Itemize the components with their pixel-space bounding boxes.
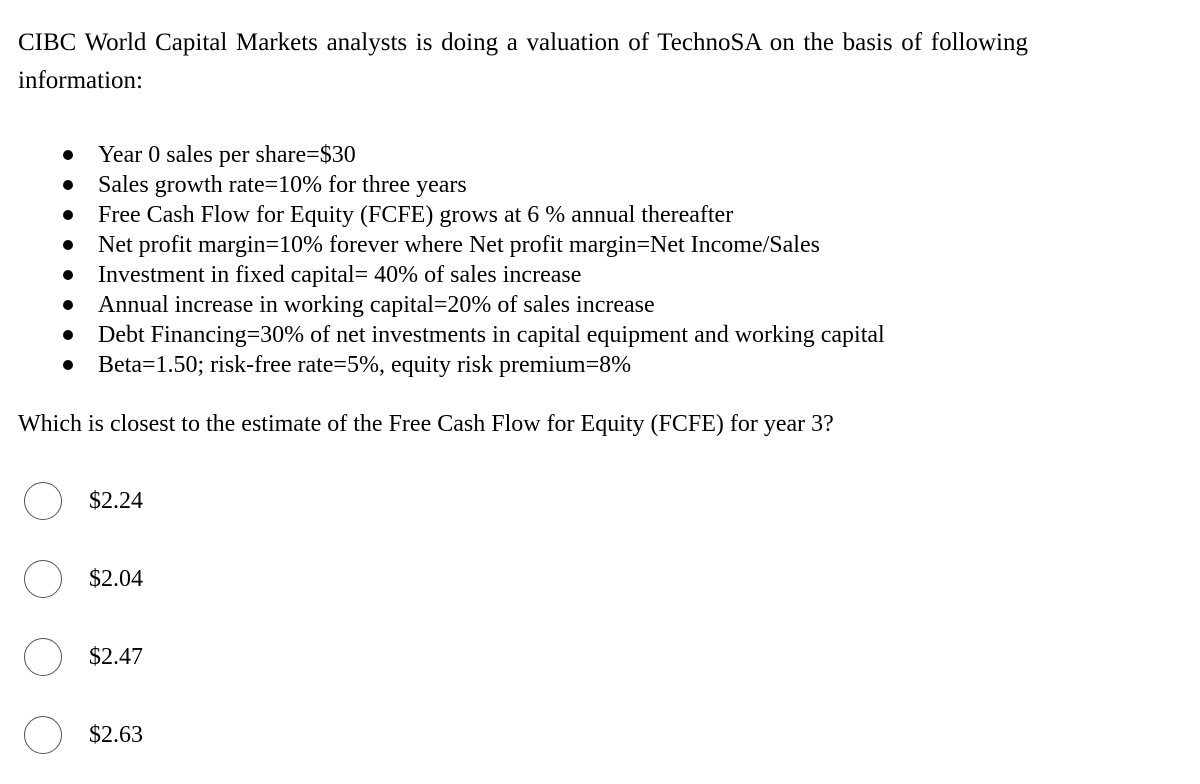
bullet-icon (63, 270, 73, 280)
intro-text: CIBC World Capital Markets analysts is doing a valuation of TechnoSA on the basis of following information: (18, 29, 1028, 94)
fact-text: Investment in fixed capital= 40% of sales increase (98, 262, 582, 288)
fact-text: Free Cash Flow for Equity (FCFE) grows at 6 % annual thereafter (98, 202, 734, 228)
list-item (60, 170, 885, 200)
answer-option-c[interactable] (24, 634, 143, 680)
bullet-icon (63, 240, 73, 250)
option-label: $2.47 (89, 644, 143, 670)
radio-button-icon[interactable] (24, 638, 62, 676)
facts-list (60, 140, 885, 380)
option-label: $2.24 (89, 488, 143, 514)
option-label: $2.63 (89, 722, 143, 748)
bullet-icon (63, 150, 73, 160)
radio-button-icon[interactable] (24, 716, 62, 754)
list-item (60, 320, 885, 350)
fact-text: Sales growth rate=10% for three years (98, 172, 467, 198)
fact-text: Debt Financing=30% of net investments in capital equipment and working capital (98, 322, 885, 348)
bullet-icon (63, 330, 73, 340)
question-text: Which is closest to the estimate of the Free Cash Flow for Equity (FCFE) for year 3? (18, 411, 834, 437)
fact-text: Beta=1.50; risk-free rate=5%, equity risk premium=8% (98, 352, 632, 378)
fact-text: Year 0 sales per share=$30 (98, 142, 356, 168)
answer-option-d[interactable] (24, 712, 143, 758)
list-item (60, 200, 885, 230)
list-item (60, 230, 885, 260)
fact-text: Net profit margin=10% forever where Net profit margin=Net Income/Sales (98, 232, 820, 258)
answer-option-b[interactable] (24, 556, 143, 602)
radio-button-icon[interactable] (24, 560, 62, 598)
list-item (60, 260, 885, 290)
list-item (60, 140, 885, 170)
answer-options (24, 478, 143, 784)
bullet-icon (63, 180, 73, 190)
bullet-icon (63, 210, 73, 220)
list-item (60, 350, 885, 380)
radio-button-icon[interactable] (24, 482, 62, 520)
answer-option-a[interactable] (24, 478, 143, 524)
fact-text: Annual increase in working capital=20% of sales increase (98, 292, 655, 318)
list-item (60, 290, 885, 320)
bullet-icon (63, 360, 73, 370)
option-label: $2.04 (89, 566, 143, 592)
bullet-icon (63, 300, 73, 310)
